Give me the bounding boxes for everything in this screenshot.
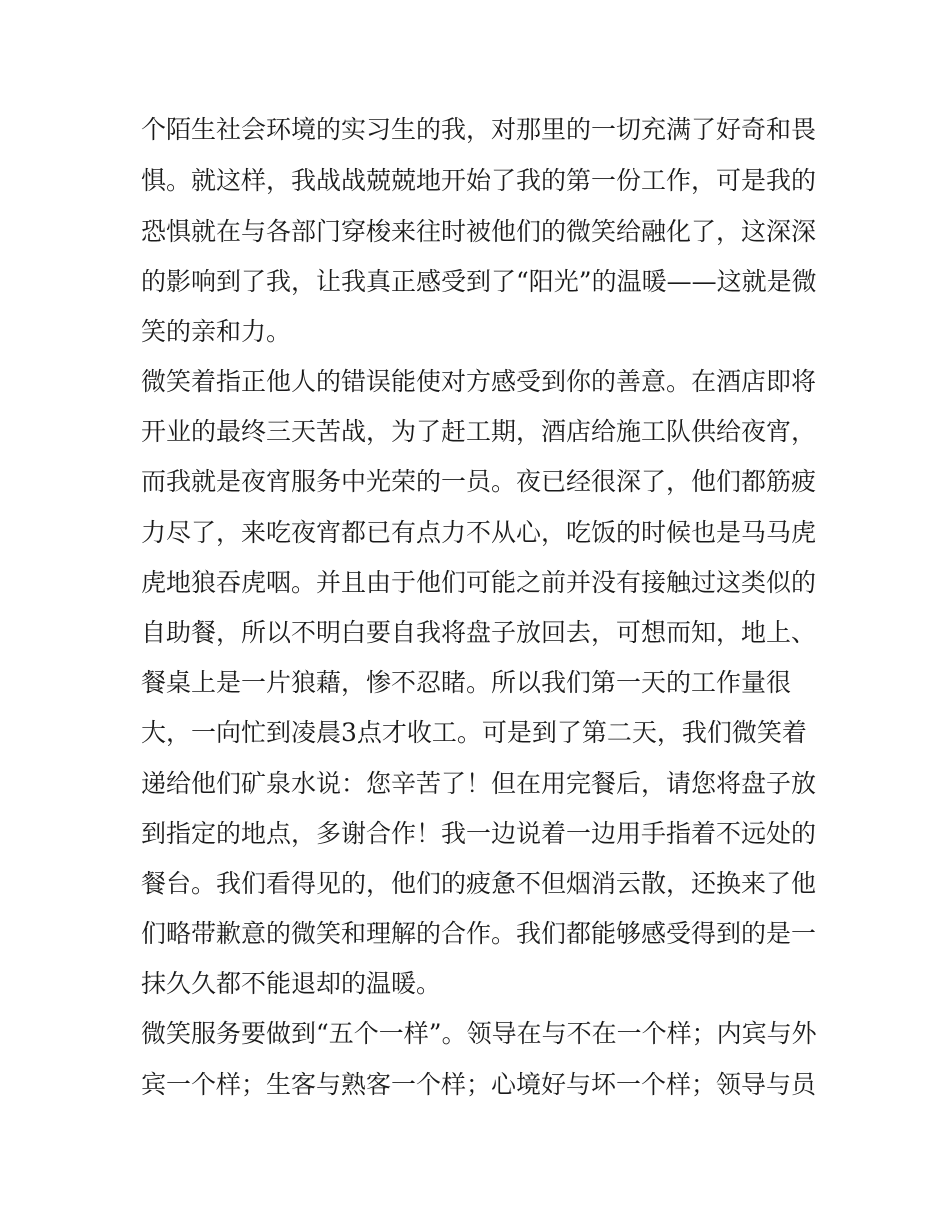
text-line: 的影响到了我，让我真正感受到了“阳光”的温暖——这就是微 (141, 267, 817, 296)
text-line: 微笑着指正他人的错误能使对方感受到你的善意。在酒店即将 (141, 367, 817, 396)
text-line: 餐台。我们看得见的，他们的疲惫不但烟消云散，还换来了他 (141, 869, 817, 898)
text-line: 到指定的地点，多谢合作！我一边说着一边用手指着不远处的 (141, 819, 817, 848)
text-line: 宾一个样；生客与熟客一个样；心境好与坏一个样；领导与员 (141, 1070, 817, 1099)
text-line: 自助餐，所以不明白要自我将盘子放回去，可想而知，地上、 (141, 618, 817, 647)
text-line: 虎地狼吞虎咽。并且由于他们可能之前并没有接触过这类似的 (141, 568, 817, 597)
text-line: 餐桌上是一片狼藉，惨不忍睹。所以我们第一天的工作量很 (141, 668, 792, 697)
text-line: 递给他们矿泉水说：您辛苦了！但在用完餐后，请您将盘子放 (141, 769, 817, 798)
text-line: 而我就是夜宵服务中光荣的一员。夜已经很深了，他们都筋疲 (141, 467, 817, 496)
text-line: 惧。就这样，我战战兢兢地开始了我的第一份工作，可是我的 (141, 166, 817, 195)
text-line: 们略带歉意的微笑和理解的合作。我们都能够感受得到的是一 (141, 919, 817, 948)
text-line: 力尽了，来吃夜宵都已有点力不从心，吃饭的时候也是马马虎 (141, 518, 817, 547)
text-line: 笑的亲和力。 (141, 317, 292, 346)
text-line: 恐惧就在与各部门穿梭来往时被他们的微笑给融化了，这深深 (141, 217, 817, 246)
text-line: 微笑服务要做到“五个一样”。领导在与不在一个样；内宾与外 (141, 1019, 817, 1048)
text-line: 大，一向忙到凌晨3点才收工。可是到了第二天，我们微笑着 (141, 718, 807, 747)
text-line: 个陌生社会环境的实习生的我，对那里的一切充满了好奇和畏 (141, 115, 817, 144)
text-line: 抹久久都不能退却的温暖。 (141, 969, 442, 998)
text-line: 开业的最终三天苦战，为了赶工期，酒店给施工队供给夜宵， (141, 417, 817, 446)
